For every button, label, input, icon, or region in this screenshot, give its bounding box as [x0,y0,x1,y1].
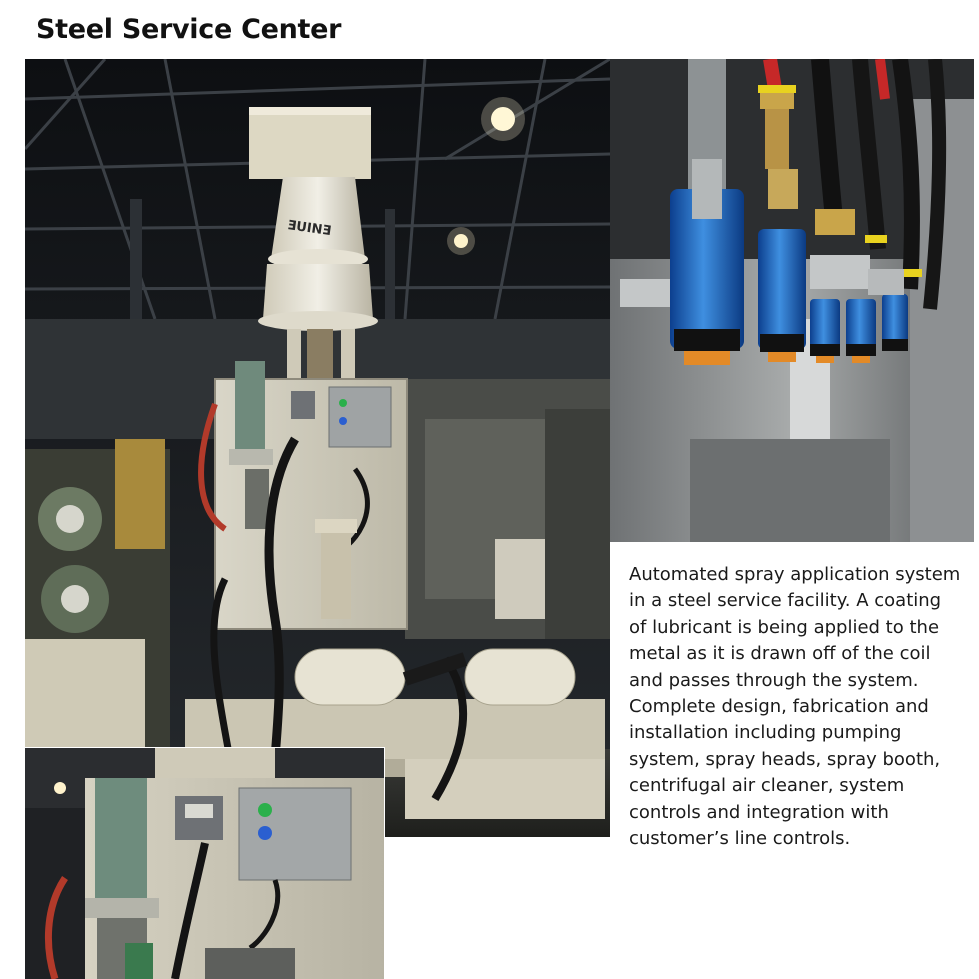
control-panel-photo [25,747,385,979]
description-line: centrifugal air cleaner, system [629,775,905,797]
drum-label: ƎUINƎ [286,218,333,240]
description-line: and passes through the system. [629,669,919,691]
description-line: Automated spray application system [629,564,961,585]
system-description [629,562,969,852]
spray-system-photo [25,59,610,837]
description-line: metal as it is drawn off of the coil [629,643,931,665]
description-line: controls and integration with [629,801,889,823]
page-title: Steel Service Center [36,14,342,45]
description-line: Complete design, fabrication and [629,696,929,718]
description-line: in a steel service facility. A coating [629,590,942,612]
description-line: customer’s line controls. [629,828,851,850]
spray-heads-photo [610,59,974,542]
description-line: installation including pumping [629,722,902,744]
description-line: of lubricant is being applied to the [629,616,940,638]
description-line: system, spray heads, spray booth, [629,748,941,770]
